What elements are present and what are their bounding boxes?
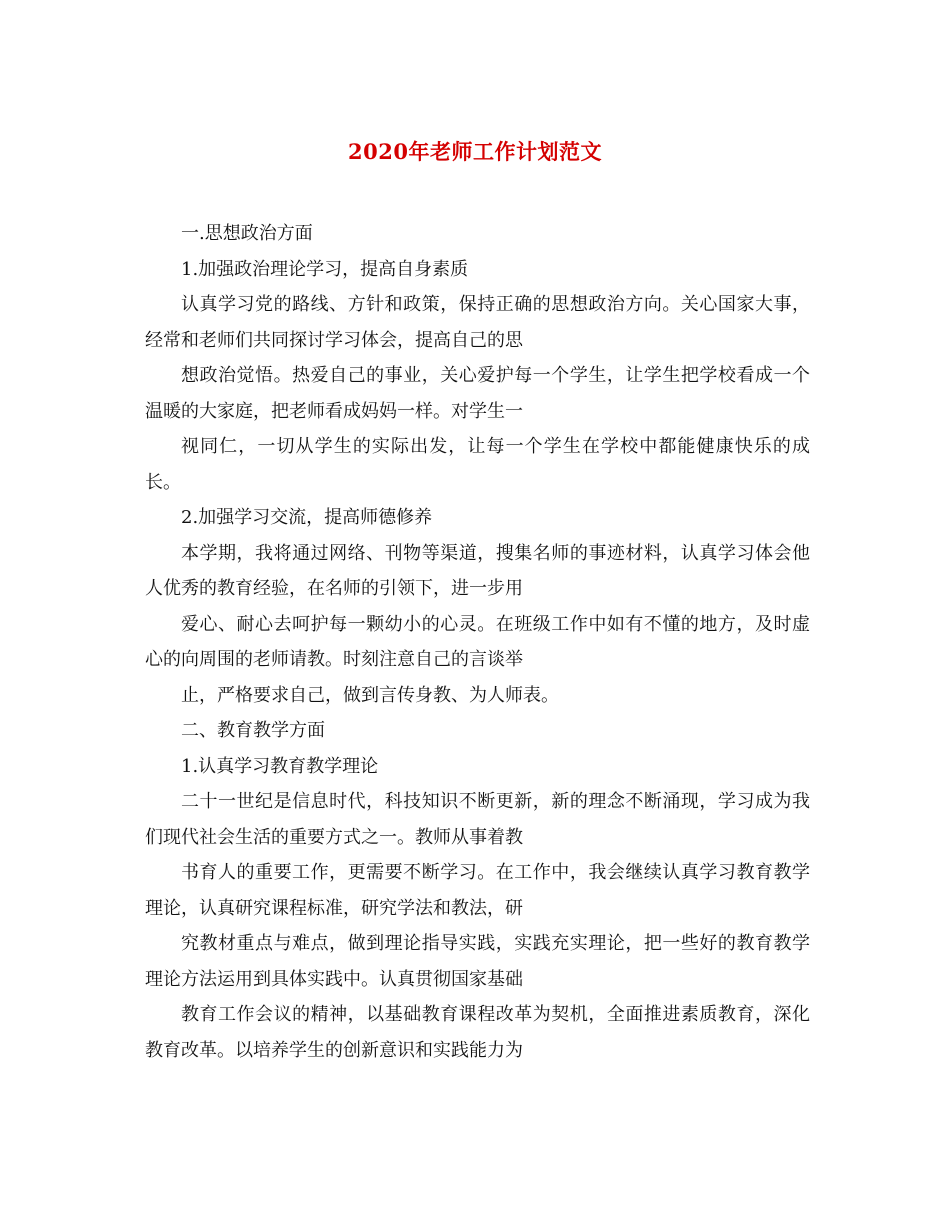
subsection-heading: 1.认真学习教育教学理论 xyxy=(181,755,379,777)
paragraph: 书育人的重要工作，更需要不断学习。在工作中，我会继续认真学习教育教学理论，认真研究课程标准，研究学法和教法，研 xyxy=(145,862,810,919)
document-body xyxy=(145,216,810,1068)
paragraph: 二十一世纪是信息时代，科技知识不断更新，新的理念不断涌现，学习成为我们现代社会生活的重要方式之一。教师从事着教 xyxy=(145,791,810,848)
paragraph: 究教材重点与难点，做到理论指导实践，实践充实理论，把一些好的教育教学理论方法运用到具体实践中。认真贯彻国家基础 xyxy=(145,933,810,990)
paragraph: 教育工作会议的精神，以基础教育课程改革为契机，全面推进素质教育，深化教育改革。以培养学生的创新意识和实践能力为 xyxy=(145,1004,810,1061)
subsection-heading: 1.加强政治理论学习，提高自身素质 xyxy=(181,258,469,280)
paragraph: 认真学习党的路线、方针和政策，保持正确的思想政治方向。关心国家大事，经常和老师们共同探讨学习体会，提高自己的思 xyxy=(145,294,810,351)
section-heading: 一.思想政治方面 xyxy=(181,223,313,244)
paragraph: 本学期，我将通过网络、刊物等渠道，搜集名师的事迹材料，认真学习体会他人优秀的教育经验，在名师的引领下，进一步用 xyxy=(145,542,810,599)
section-heading: 二、教育教学方面 xyxy=(181,720,325,741)
paragraph: 想政治觉悟。热爱自己的事业，关心爱护每一个学生，让学生把学校看成一个温暖的大家庭，把老师看成妈妈一样。对学生一 xyxy=(145,365,810,422)
subsection-heading: 2.加强学习交流，提高师德修养 xyxy=(181,507,433,528)
paragraph: 止，严格要求自己，做到言传身教、为人师表。 xyxy=(181,684,559,706)
paragraph: 爱心、耐心去呵护每一颗幼小的心灵。在班级工作中如有不懂的地方，及时虚心的向周围的老师请教。时刻注意自己的言谈举 xyxy=(145,613,810,670)
paragraph: 视同仁，一切从学生的实际出发，让每一个学生在学校中都能健康快乐的成长。 xyxy=(145,436,810,493)
document-title: 2020年老师工作计划范文 xyxy=(348,139,602,164)
